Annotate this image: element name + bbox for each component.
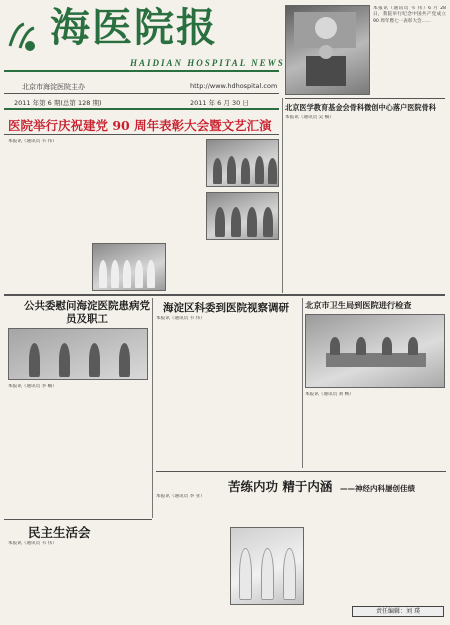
divider (4, 134, 279, 135)
masthead-rule (4, 70, 279, 72)
visit-article-text: 本报讯（通讯员 李 楠） (8, 384, 57, 389)
dance-performance-photo (92, 243, 166, 291)
responsible-editor: 责任编辑：刘 璞 (352, 606, 444, 617)
neurology-article-col2 (230, 494, 304, 524)
science-article-col2 (230, 316, 298, 468)
health-article-text: 本报讯（通讯员 刘 畅） (305, 392, 354, 397)
masthead-title: 海医院报 (50, 4, 218, 51)
party-article-col1: 本报讯（通讯员 韦 伟） (8, 139, 57, 144)
neurology-subhead: ——神经内科屡创佳绩 (340, 484, 415, 493)
science-commission-headline: 海淀区科委到医院视察调研 (163, 302, 289, 314)
top-photo-caption: 本报讯（通讯员 韦 伟）6 月 28 日，我院举行纪念中国共产党成立 90 周年暨七一表彰大会…… (373, 6, 446, 24)
divider (4, 108, 279, 110)
orthopedics-article-col1: 本报讯（通讯员 吴 楠） (285, 115, 334, 120)
neurology-article-col1: 本报讯（通讯员 李 亚） (156, 494, 205, 499)
divider (4, 519, 152, 520)
divider (156, 471, 446, 472)
neurology-headline: 苦练内功 精于内涵 (228, 479, 333, 494)
neurology-article-col3 (308, 494, 378, 618)
divider (4, 93, 279, 94)
sponsor-line: 北京市海淀医院主办 (22, 83, 85, 91)
party-article-col3 (148, 139, 200, 227)
neurology-team-photo (230, 527, 304, 605)
party-article-col2 (92, 139, 144, 239)
science-article-col1: 本报讯（通讯员 韦 伟） (156, 316, 205, 321)
democratic-life-headline: 民主生活会 (28, 525, 91, 540)
column-divider (302, 298, 303, 468)
democratic-life-text: 本报讯（通讯员 韦 伟） (8, 541, 57, 546)
party-article-col4 (170, 243, 279, 291)
orthopedics-article-col2 (367, 115, 445, 293)
column-divider (152, 298, 153, 518)
party-flag-photo (285, 5, 370, 95)
website-link[interactable]: http://www.hdhospital.com (190, 82, 278, 90)
visit-photo (8, 328, 148, 380)
award-ceremony-photo (206, 139, 279, 187)
masthead-english: HAIDIAN HOSPITAL NEWS (130, 58, 285, 68)
neurology-article-col4 (382, 494, 446, 602)
orthopedics-center-headline: 北京医学教育基金会骨科微创中心落户医院骨科 (285, 103, 436, 112)
section-divider (4, 294, 445, 296)
visit-headline: 公共委慰问海淀医院患病党员及职工 (24, 300, 150, 325)
divider (285, 98, 445, 99)
column-divider (282, 98, 283, 293)
health-bureau-headline: 北京市卫生局到医院进行检查 (305, 300, 412, 310)
party-anniversary-headline: 医院举行庆祝建党 90 周年表彰大会暨文艺汇演 (8, 118, 272, 133)
issue-number: 2011 年第 6 期(总第 128 期) (14, 99, 102, 107)
meeting-room-photo (305, 314, 445, 388)
singing-performance-photo (206, 192, 279, 240)
publication-date: 2011 年 6 月 30 日 (190, 99, 249, 107)
hospital-logo (6, 16, 46, 56)
